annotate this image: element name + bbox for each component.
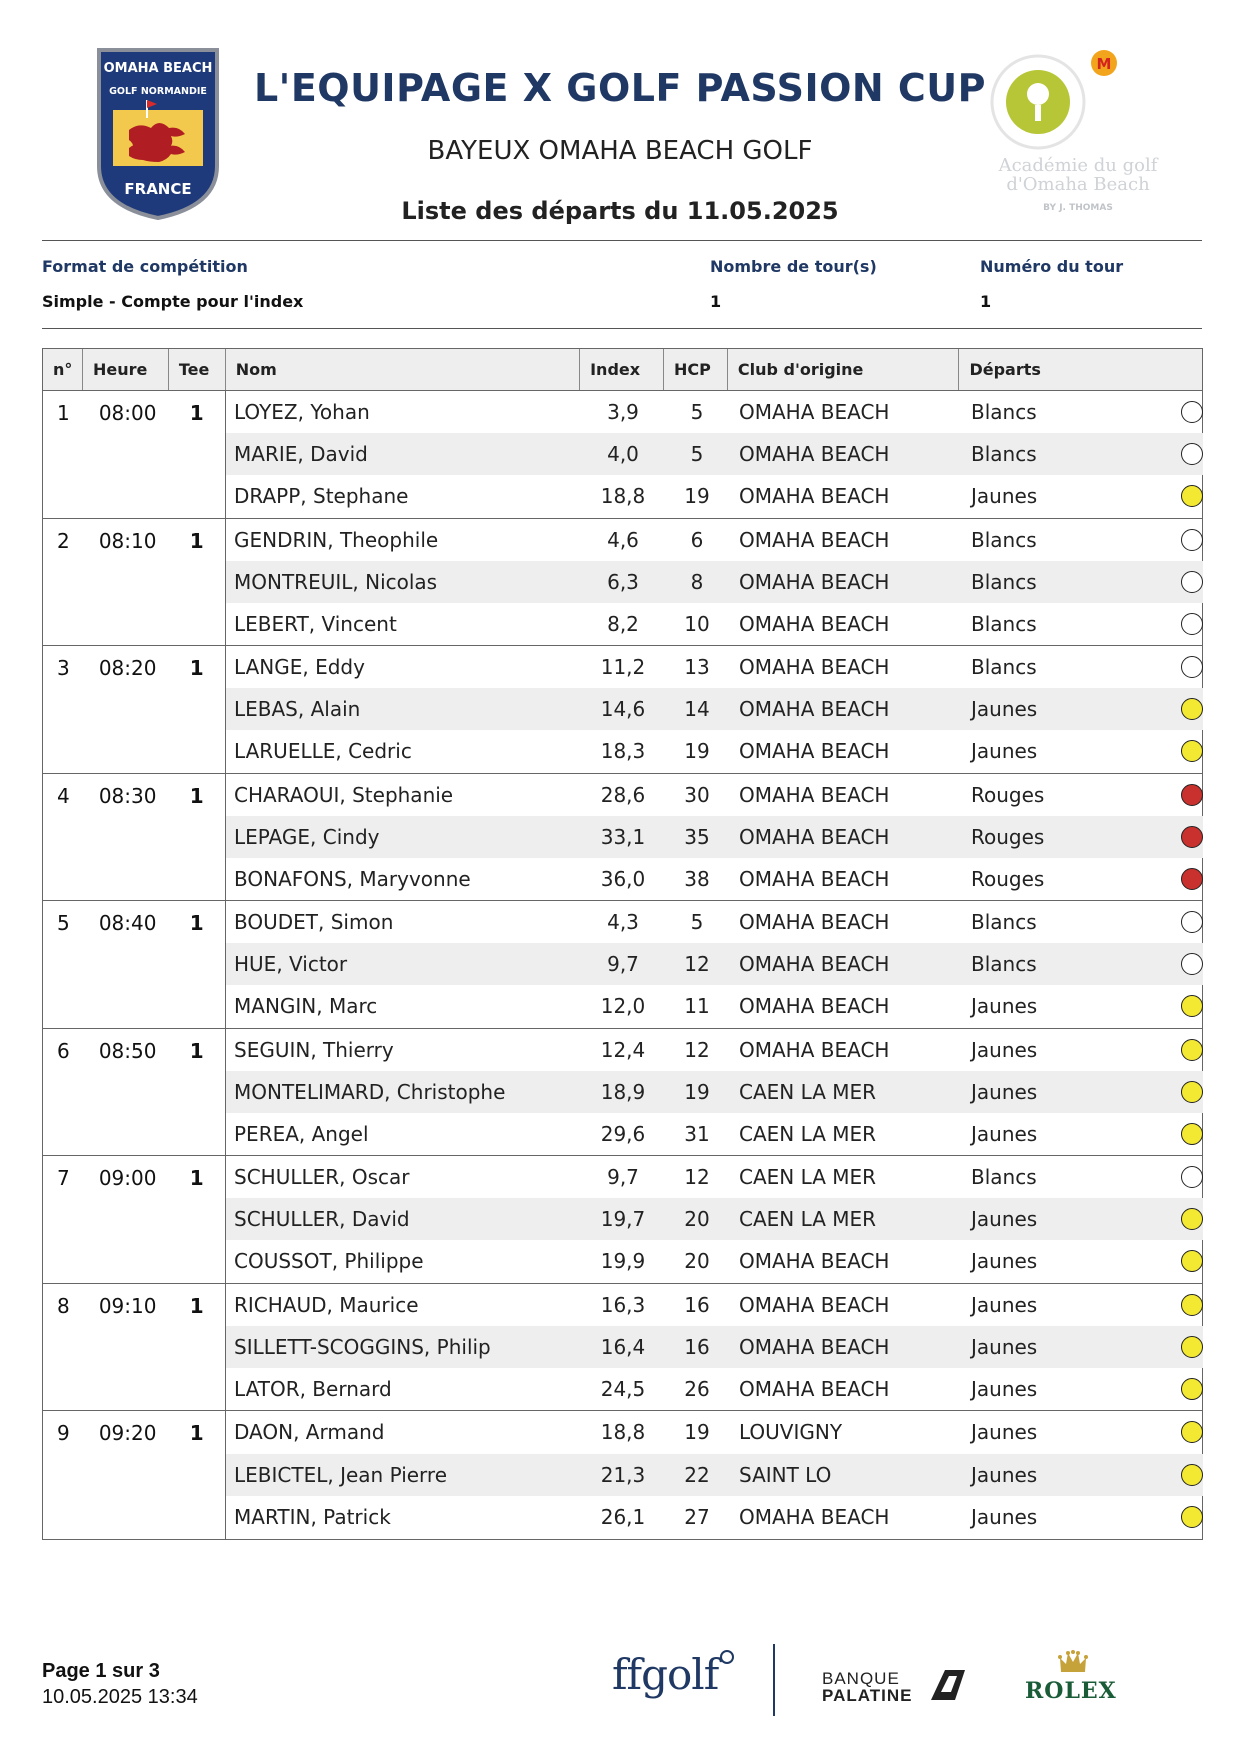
tee-marker-icon [1181, 1294, 1203, 1316]
page-subtitle: BAYEUX OMAHA BEACH GOLF [427, 136, 813, 166]
group-time: 09:20 [98, 1421, 157, 1445]
tee-marker-icon [1181, 1123, 1203, 1145]
tee-marker-icon [1181, 613, 1203, 635]
ffgolf-logo: ffgolf [612, 1650, 719, 1699]
player-club: OMAHA BEACH [739, 782, 890, 807]
player-club: OMAHA BEACH [739, 442, 890, 467]
tee-time-group [43, 391, 1202, 519]
player-club: OMAHA BEACH [739, 866, 890, 891]
player-tee-color: Jaunes [971, 1420, 1038, 1445]
col-header-departs: Départs [969, 360, 1041, 379]
player-index: 4,3 [607, 910, 639, 935]
player-row [226, 475, 1203, 517]
player-name: LEBERT, Vincent [234, 611, 397, 636]
player-row [226, 1198, 1203, 1240]
col-header-number: n° [43, 349, 83, 390]
player-club: CAEN LA MER [739, 1165, 877, 1190]
player-name: MONTREUIL, Nicolas [234, 569, 438, 594]
player-tee-color: Blancs [971, 1165, 1037, 1190]
player-club: OMAHA BEACH [739, 739, 890, 764]
player-index: 18,8 [600, 484, 646, 509]
format-value: Simple - Compte pour l'index [42, 292, 304, 311]
tee-marker-icon [1181, 953, 1203, 975]
player-club: SAINT LO [739, 1462, 832, 1487]
player-name: LANGE, Eddy [234, 655, 365, 680]
col-header-time: Heure [83, 349, 169, 390]
player-row [226, 858, 1203, 900]
player-name: DAON, Armand [234, 1420, 385, 1445]
tee-marker-icon [1181, 571, 1203, 593]
player-row [226, 1368, 1203, 1410]
player-index: 33,1 [600, 824, 646, 849]
player-hcp: 11 [684, 994, 710, 1019]
player-hcp: 19 [684, 1079, 710, 1104]
player-index: 12,4 [600, 1037, 646, 1062]
registered-icon [720, 1650, 734, 1664]
col-header-tee: Tee [169, 349, 226, 390]
logo-text-omaha: d'Omaha Beach [1006, 174, 1150, 195]
player-club: OMAHA BEACH [739, 994, 890, 1019]
tours-value: 1 [710, 292, 722, 311]
group-number: 7 [57, 1166, 70, 1190]
group-number: 5 [57, 911, 70, 935]
player-index: 12,0 [600, 994, 646, 1019]
player-hcp: 19 [684, 1420, 710, 1445]
tour-number-value: 1 [980, 292, 992, 311]
group-time: 08:50 [98, 1038, 157, 1063]
player-club: OMAHA BEACH [739, 1249, 890, 1274]
player-tee-color: Jaunes [971, 994, 1038, 1019]
player-club: OMAHA BEACH [739, 910, 890, 935]
player-index: 26,1 [600, 1505, 646, 1530]
player-hcp: 5 [690, 442, 704, 467]
svg-text:M: M [1096, 55, 1112, 73]
player-hcp: 22 [684, 1462, 710, 1487]
logo-text-golf: GOLF NORMANDIE [109, 86, 207, 97]
player-tee-color: Jaunes [971, 1121, 1038, 1146]
group-tee: 1 [189, 1293, 204, 1318]
group-time: 09:00 [98, 1166, 157, 1190]
col-header-club: Club d'origine [728, 349, 960, 390]
group-time: 09:10 [98, 1293, 157, 1318]
player-row [226, 1496, 1203, 1539]
player-row [226, 1411, 1203, 1454]
player-tee-color: Jaunes [971, 1462, 1038, 1487]
player-club: OMAHA BEACH [739, 611, 890, 636]
tee-marker-icon [1181, 656, 1203, 678]
banque-line1: BANQUE [822, 1669, 900, 1688]
footer-separator [773, 1644, 775, 1716]
player-tee-color: Jaunes [971, 697, 1038, 722]
player-index: 4,0 [607, 442, 639, 467]
player-hcp: 13 [684, 655, 710, 680]
player-hcp: 30 [684, 782, 710, 807]
group-info [43, 519, 226, 646]
group-time: 08:20 [98, 656, 157, 680]
player-name: MANGIN, Marc [234, 994, 378, 1019]
tee-time-group [43, 646, 1202, 774]
rolex-logo: ROLEX [1025, 1678, 1117, 1704]
player-hcp: 35 [684, 824, 710, 849]
tee-marker-icon [1181, 740, 1203, 762]
player-index: 3,9 [607, 400, 639, 425]
player-tee-color: Blancs [971, 569, 1037, 594]
logo-text-omaha: OMAHA BEACH [103, 61, 213, 76]
player-hcp: 14 [684, 697, 710, 722]
player-tee-color: Jaunes [971, 1292, 1038, 1317]
player-row [226, 816, 1203, 858]
player-row [226, 688, 1203, 730]
player-row [226, 1113, 1203, 1155]
player-row [226, 561, 1203, 603]
tee-marker-icon [1181, 485, 1203, 507]
table-header [43, 349, 1202, 391]
banque-palatine-logo [822, 1670, 912, 1704]
player-tee-color: Jaunes [971, 1249, 1038, 1274]
group-info [43, 901, 226, 1028]
player-index: 18,8 [600, 1420, 646, 1445]
player-name: SILLETT-SCOGGINS, Philip [234, 1334, 491, 1359]
group-number: 4 [57, 783, 70, 808]
player-name: RICHAUD, Maurice [234, 1292, 419, 1317]
group-tee: 1 [189, 1166, 204, 1190]
group-info [43, 1284, 226, 1411]
player-name: LATOR, Bernard [234, 1376, 392, 1401]
player-hcp: 12 [684, 1037, 710, 1062]
player-club: OMAHA BEACH [739, 484, 890, 509]
player-index: 36,0 [600, 866, 646, 891]
player-index: 4,6 [607, 527, 639, 552]
player-name: SCHULLER, David [234, 1207, 410, 1232]
group-info [43, 1029, 226, 1156]
tee-marker-icon [1181, 1378, 1203, 1400]
player-index: 19,9 [600, 1249, 646, 1274]
player-name: DRAPP, Stephane [234, 484, 409, 509]
player-hcp: 10 [684, 611, 710, 636]
player-name: COUSSOT, Philippe [234, 1249, 424, 1274]
player-club: OMAHA BEACH [739, 400, 890, 425]
tee-marker-icon [1181, 911, 1203, 933]
player-index: 18,9 [600, 1079, 646, 1104]
tee-marker-icon [1181, 1208, 1203, 1230]
player-tee-color: Rouges [971, 866, 1045, 891]
player-name: GENDRIN, Theophile [234, 527, 439, 552]
player-club: OMAHA BEACH [739, 697, 890, 722]
player-tee-color: Jaunes [971, 1207, 1038, 1232]
tee-time-group [43, 1156, 1202, 1284]
player-hcp: 19 [684, 739, 710, 764]
col-header-name: Nom [226, 349, 580, 390]
player-club: LOUVIGNY [739, 1420, 843, 1445]
logo-text-academie: Académie du golf [998, 155, 1158, 176]
player-index: 8,2 [607, 611, 639, 636]
player-index: 6,3 [607, 569, 639, 594]
omaha-beach-golf-logo [95, 48, 221, 220]
player-index: 19,7 [600, 1207, 646, 1232]
player-row [226, 603, 1203, 645]
player-index: 11,2 [600, 655, 646, 680]
player-row [226, 730, 1203, 772]
player-tee-color: Blancs [971, 400, 1037, 425]
player-club: OMAHA BEACH [739, 824, 890, 849]
player-hcp: 16 [684, 1292, 710, 1317]
player-name: CHARAOUI, Stephanie [234, 782, 454, 807]
group-time: 08:10 [98, 528, 157, 553]
player-hcp: 5 [690, 910, 704, 935]
player-name: LARUELLE, Cedric [234, 739, 412, 764]
tee-time-group [43, 1411, 1202, 1539]
tee-marker-icon [1181, 1336, 1203, 1358]
print-datetime: 10.05.2025 13:34 [42, 1686, 198, 1708]
group-tee: 1 [189, 1421, 204, 1445]
player-row [226, 1454, 1203, 1497]
player-hcp: 20 [684, 1249, 710, 1274]
tee-marker-icon [1181, 698, 1203, 720]
player-name: MONTELIMARD, Christophe [234, 1079, 506, 1104]
player-name: MARTIN, Patrick [234, 1505, 391, 1530]
group-tee: 1 [189, 911, 204, 935]
player-tee-color: Blancs [971, 527, 1037, 552]
player-row [226, 1156, 1203, 1198]
group-info [43, 774, 226, 901]
player-hcp: 12 [684, 1165, 710, 1190]
group-tee: 1 [189, 401, 204, 425]
player-tee-color: Jaunes [971, 1037, 1038, 1062]
tee-marker-icon [1181, 1421, 1203, 1443]
player-tee-color: Blancs [971, 655, 1037, 680]
group-info [43, 1411, 226, 1539]
tee-time-group [43, 901, 1202, 1029]
player-hcp: 12 [684, 952, 710, 977]
player-club: OMAHA BEACH [739, 1505, 890, 1530]
player-row [226, 901, 1203, 943]
group-info [43, 391, 226, 518]
player-row [226, 391, 1203, 433]
tee-marker-icon [1181, 1166, 1203, 1188]
player-hcp: 26 [684, 1376, 710, 1401]
player-row [226, 774, 1203, 816]
group-number: 3 [57, 656, 70, 680]
player-row [226, 519, 1203, 561]
player-club: OMAHA BEACH [739, 527, 890, 552]
player-row [226, 985, 1203, 1027]
player-index: 24,5 [600, 1376, 646, 1401]
group-tee: 1 [189, 528, 204, 553]
player-name: LEPAGE, Cindy [234, 824, 380, 849]
player-index: 16,3 [600, 1292, 646, 1317]
col-header-hcp: HCP [664, 349, 728, 390]
player-hcp: 8 [690, 569, 704, 594]
player-index: 9,7 [607, 952, 639, 977]
player-row [226, 1071, 1203, 1113]
tee-marker-icon [1181, 529, 1203, 551]
player-name: PEREA, Angel [234, 1121, 369, 1146]
tee-marker-icon [1181, 1464, 1203, 1486]
meta-divider [42, 328, 1202, 329]
tee-time-group [43, 1284, 1202, 1412]
player-tee-color: Blancs [971, 952, 1037, 977]
tee-marker-icon [1181, 1081, 1203, 1103]
palatine-sail-icon [925, 1668, 967, 1702]
player-tee-color: Jaunes [971, 1334, 1038, 1359]
player-hcp: 19 [684, 484, 710, 509]
group-time: 08:00 [98, 401, 157, 425]
header-divider [42, 240, 1202, 241]
tee-marker-icon [1181, 826, 1203, 848]
tee-marker-icon [1181, 1506, 1203, 1528]
player-club: OMAHA BEACH [739, 1037, 890, 1062]
player-club: CAEN LA MER [739, 1079, 877, 1104]
tours-label: Nombre de tour(s) [710, 257, 877, 276]
player-tee-color: Rouges [971, 824, 1045, 849]
group-info [43, 1156, 226, 1283]
player-name: LOYEZ, Yohan [234, 400, 370, 425]
tee-marker-icon [1181, 443, 1203, 465]
player-club: OMAHA BEACH [739, 952, 890, 977]
logo-text-thomas: BY J. THOMAS [1043, 203, 1113, 213]
tee-marker-icon [1181, 868, 1203, 890]
player-club: OMAHA BEACH [739, 1334, 890, 1359]
group-tee: 1 [189, 783, 204, 808]
tee-time-group [43, 519, 1202, 647]
player-row [226, 646, 1203, 688]
tee-marker-icon [1181, 1250, 1203, 1272]
group-number: 8 [57, 1293, 70, 1318]
player-name: LEBICTEL, Jean Pierre [234, 1462, 448, 1487]
player-hcp: 31 [684, 1121, 710, 1146]
player-tee-color: Blancs [971, 611, 1037, 636]
player-name: HUE, Victor [234, 952, 348, 977]
group-tee: 1 [189, 1038, 204, 1063]
player-hcp: 5 [690, 400, 704, 425]
academie-golf-logo [990, 48, 1170, 223]
player-name: SEGUIN, Thierry [234, 1037, 394, 1062]
player-hcp: 6 [690, 527, 704, 552]
player-hcp: 20 [684, 1207, 710, 1232]
table-body [43, 391, 1202, 1539]
list-title: Liste des départs du 11.05.2025 [401, 197, 839, 225]
tee-time-group [43, 1029, 1202, 1157]
group-number: 6 [57, 1038, 70, 1063]
player-tee-color: Blancs [971, 910, 1037, 935]
col-header-index: Index [580, 349, 664, 390]
player-tee-color: Jaunes [971, 739, 1038, 764]
player-index: 9,7 [607, 1165, 639, 1190]
player-tee-color: Jaunes [971, 1079, 1038, 1104]
player-index: 28,6 [600, 782, 646, 807]
group-number: 2 [57, 528, 70, 553]
player-hcp: 38 [684, 866, 710, 891]
player-row [226, 1029, 1203, 1071]
format-label: Format de compétition [42, 257, 248, 276]
tour-number-label: Numéro du tour [980, 257, 1124, 276]
tee-marker-icon [1181, 995, 1203, 1017]
page-number: Page 1 sur 3 [42, 1660, 160, 1682]
player-tee-color: Jaunes [971, 1376, 1038, 1401]
player-index: 16,4 [600, 1334, 646, 1359]
player-hcp: 27 [684, 1505, 710, 1530]
player-row [226, 1284, 1203, 1326]
player-club: OMAHA BEACH [739, 655, 890, 680]
tee-time-group [43, 774, 1202, 902]
player-club: CAEN LA MER [739, 1121, 877, 1146]
tee-marker-icon [1181, 1039, 1203, 1061]
player-hcp: 16 [684, 1334, 710, 1359]
tee-marker-icon [1181, 784, 1203, 806]
group-info [43, 646, 226, 773]
player-name: MARIE, David [234, 442, 368, 467]
player-name: BONAFONS, Maryvonne [234, 866, 471, 891]
tee-times-table [42, 348, 1203, 1540]
player-index: 14,6 [600, 697, 646, 722]
player-tee-color: Jaunes [971, 484, 1038, 509]
player-tee-color: Rouges [971, 782, 1045, 807]
logo-text-france: FRANCE [124, 180, 192, 198]
player-row [226, 1326, 1203, 1368]
player-name: BOUDET, Simon [234, 910, 394, 935]
player-index: 29,6 [600, 1121, 646, 1146]
player-tee-color: Blancs [971, 442, 1037, 467]
player-name: SCHULLER, Oscar [234, 1165, 410, 1190]
rolex-crown-icon [1058, 1650, 1088, 1676]
player-club: OMAHA BEACH [739, 1292, 890, 1317]
tee-marker-icon [1181, 401, 1203, 423]
group-time: 08:40 [98, 911, 157, 935]
player-row [226, 433, 1203, 475]
group-number: 9 [57, 1421, 70, 1445]
player-club: CAEN LA MER [739, 1207, 877, 1232]
player-club: OMAHA BEACH [739, 1376, 890, 1401]
player-index: 21,3 [600, 1462, 646, 1487]
player-row [226, 1240, 1203, 1282]
player-name: LEBAS, Alain [234, 697, 361, 722]
banque-line2: PALATINE [822, 1686, 913, 1705]
player-index: 18,3 [600, 739, 646, 764]
page-title: L'EQUIPAGE X GOLF PASSION CUP [253, 66, 987, 110]
player-row [226, 943, 1203, 985]
player-tee-color: Jaunes [971, 1505, 1038, 1530]
group-number: 1 [57, 401, 70, 425]
group-tee: 1 [189, 656, 204, 680]
player-club: OMAHA BEACH [739, 569, 890, 594]
group-time: 08:30 [98, 783, 157, 808]
